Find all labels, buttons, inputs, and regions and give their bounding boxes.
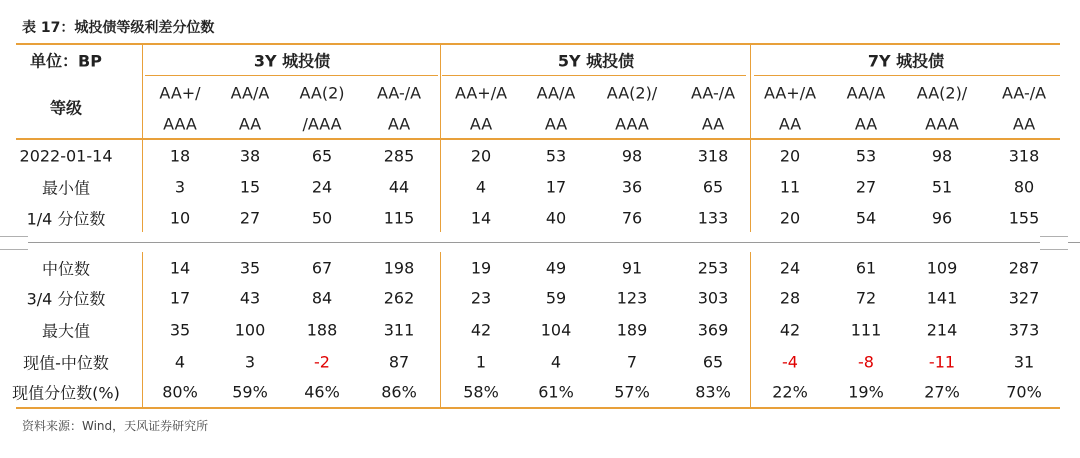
top-rule <box>16 43 1060 45</box>
table-cell: 31 <box>1013 352 1035 372</box>
table-cell: 311 <box>383 320 415 340</box>
grade-label: 等级 <box>49 98 83 118</box>
table-cell: 46% <box>304 382 340 402</box>
row-label: 中位数 <box>41 259 91 279</box>
table-cell: 70% <box>1006 382 1042 402</box>
column-separator <box>750 252 751 407</box>
table-cell: 44 <box>388 177 410 197</box>
group-underline <box>145 75 438 76</box>
row-label: 最小值 <box>41 178 91 198</box>
table-cell: 318 <box>1008 146 1040 166</box>
table-cell: 318 <box>697 146 729 166</box>
table-cell: 214 <box>926 320 958 340</box>
group-header: 3Y 城投债 <box>253 51 331 71</box>
column-header-line2: AA <box>544 114 568 134</box>
page-break-line <box>0 242 1080 243</box>
table-cell: 65 <box>702 352 724 372</box>
table-cell: 188 <box>306 320 338 340</box>
table-cell: 27% <box>924 382 960 402</box>
table-cell: 253 <box>697 258 729 278</box>
table-cell: 189 <box>616 320 648 340</box>
table-cell: 17 <box>169 288 191 308</box>
table-cell: 141 <box>926 288 958 308</box>
table-cell: 23 <box>470 288 492 308</box>
table-cell: 53 <box>855 146 877 166</box>
table-cell: 91 <box>621 258 643 278</box>
table-cell: 35 <box>239 258 261 278</box>
page-break-marker <box>0 236 28 250</box>
table-cell: 58% <box>463 382 499 402</box>
table-title: 表 17：城投债等级利差分位数 <box>22 20 215 36</box>
table-cell: 53 <box>545 146 567 166</box>
table-cell: 27 <box>239 208 261 228</box>
column-separator <box>142 252 143 407</box>
table-cell: 20 <box>779 146 801 166</box>
table-cell: 11 <box>779 177 801 197</box>
column-header-line2: /AAA <box>302 114 342 134</box>
table-cell: 38 <box>239 146 261 166</box>
table-cell: 285 <box>383 146 415 166</box>
table-cell: 43 <box>239 288 261 308</box>
column-separator <box>440 252 441 407</box>
table-cell: 20 <box>779 208 801 228</box>
table-cell: 3 <box>174 177 186 197</box>
table-cell: 87 <box>388 352 410 372</box>
table-cell: 20 <box>470 146 492 166</box>
table-cell: 7 <box>626 352 638 372</box>
table-cell: 18 <box>169 146 191 166</box>
table-cell: 54 <box>855 208 877 228</box>
table-cell: -11 <box>928 352 956 372</box>
table-cell: -4 <box>782 352 798 372</box>
table-cell: 51 <box>931 177 953 197</box>
table-cell: 4 <box>174 352 186 372</box>
table-cell: 61% <box>538 382 574 402</box>
table-cell: 10 <box>169 208 191 228</box>
column-header-line1: AA/A <box>846 83 886 103</box>
table-cell: 327 <box>1008 288 1040 308</box>
table-cell: 96 <box>931 208 953 228</box>
table-cell: 65 <box>702 177 724 197</box>
header-rule <box>16 138 1060 140</box>
table-cell: 67 <box>311 258 333 278</box>
group-underline <box>754 75 1060 76</box>
table-cell: 104 <box>540 320 572 340</box>
column-header-line1: AA/A <box>230 83 270 103</box>
table-cell: 115 <box>383 208 415 228</box>
column-header-line2: AA <box>778 114 802 134</box>
table-cell: 98 <box>621 146 643 166</box>
table-cell: 83% <box>695 382 731 402</box>
table-cell: 36 <box>621 177 643 197</box>
table-cell: 198 <box>383 258 415 278</box>
unit-label: 单位：BP <box>30 51 102 71</box>
page-break-marker <box>1040 236 1068 250</box>
column-header-line2: AA <box>701 114 725 134</box>
column-header-line2: AA <box>387 114 411 134</box>
row-label: 现值分位数(%) <box>12 383 120 403</box>
table-cell: 49 <box>545 258 567 278</box>
column-header-line1: AA-/A <box>690 83 736 103</box>
table-cell: 35 <box>169 320 191 340</box>
row-label: 最大值 <box>41 321 91 341</box>
table-cell: 3 <box>244 352 256 372</box>
table-cell: 133 <box>697 208 729 228</box>
row-label: 现值-中位数 <box>23 353 109 373</box>
table-cell: 57% <box>614 382 650 402</box>
table-cell: 72 <box>855 288 877 308</box>
column-header-line2: AAA <box>925 114 959 134</box>
table-cell: 40 <box>545 208 567 228</box>
table-cell: 15 <box>239 177 261 197</box>
table-cell: 1 <box>475 352 487 372</box>
table-cell: 22% <box>772 382 808 402</box>
column-header-line1: AA-/A <box>1001 83 1047 103</box>
column-header-line2: AA <box>469 114 493 134</box>
column-header-line2: AA <box>1012 114 1036 134</box>
table-cell: 59% <box>232 382 268 402</box>
column-header-line1: AA(2) <box>299 83 345 103</box>
table-cell: 109 <box>926 258 958 278</box>
column-header-line1: AA+/A <box>763 83 817 103</box>
column-header-line1: AA+/A <box>454 83 508 103</box>
table-cell: 80% <box>162 382 198 402</box>
table-cell: 111 <box>850 320 882 340</box>
table-cell: 14 <box>169 258 191 278</box>
table-cell: 61 <box>855 258 877 278</box>
table-cell: 98 <box>931 146 953 166</box>
source-note: 资料来源：Wind，天风证券研究所 <box>22 419 209 433</box>
table-cell: -8 <box>858 352 874 372</box>
table-cell: 262 <box>383 288 415 308</box>
column-header-line1: AA+/ <box>159 83 201 103</box>
table-cell: 4 <box>550 352 562 372</box>
group-header: 7Y 城投债 <box>867 51 945 71</box>
table-cell: 155 <box>1008 208 1040 228</box>
bottom-rule <box>16 407 1060 409</box>
table-cell: 14 <box>470 208 492 228</box>
table-cell: 369 <box>697 320 729 340</box>
table-cell: 17 <box>545 177 567 197</box>
table-cell: 84 <box>311 288 333 308</box>
table-cell: 27 <box>855 177 877 197</box>
table-cell: 287 <box>1008 258 1040 278</box>
column-header-line1: AA-/A <box>376 83 422 103</box>
row-label: 1/4 分位数 <box>26 209 106 229</box>
table-cell: 59 <box>545 288 567 308</box>
table-cell: 19% <box>848 382 884 402</box>
table-cell: 28 <box>779 288 801 308</box>
column-header-line2: AA <box>238 114 262 134</box>
table-cell: 65 <box>311 146 333 166</box>
column-header-line1: AA(2)/ <box>606 83 658 103</box>
column-header-line1: AA(2)/ <box>916 83 968 103</box>
table-cell: 50 <box>311 208 333 228</box>
column-header-line2: AAA <box>615 114 649 134</box>
table-cell: 123 <box>616 288 648 308</box>
group-underline <box>442 75 746 76</box>
column-header-line2: AA <box>854 114 878 134</box>
column-header-line2: AAA <box>163 114 197 134</box>
table-cell: 42 <box>779 320 801 340</box>
row-label: 3/4 分位数 <box>26 289 106 309</box>
table-cell: 303 <box>697 288 729 308</box>
group-header: 5Y 城投债 <box>557 51 635 71</box>
table-cell: 42 <box>470 320 492 340</box>
row-label: 2022-01-14 <box>19 146 113 166</box>
column-header-line1: AA/A <box>536 83 576 103</box>
table-cell: 24 <box>779 258 801 278</box>
table-cell: 80 <box>1013 177 1035 197</box>
table-cell: 100 <box>234 320 266 340</box>
table-cell: 76 <box>621 208 643 228</box>
table-cell: 4 <box>475 177 487 197</box>
table-cell: -2 <box>314 352 330 372</box>
table-cell: 373 <box>1008 320 1040 340</box>
table-cell: 19 <box>470 258 492 278</box>
table-cell: 24 <box>311 177 333 197</box>
table-cell: 86% <box>381 382 417 402</box>
